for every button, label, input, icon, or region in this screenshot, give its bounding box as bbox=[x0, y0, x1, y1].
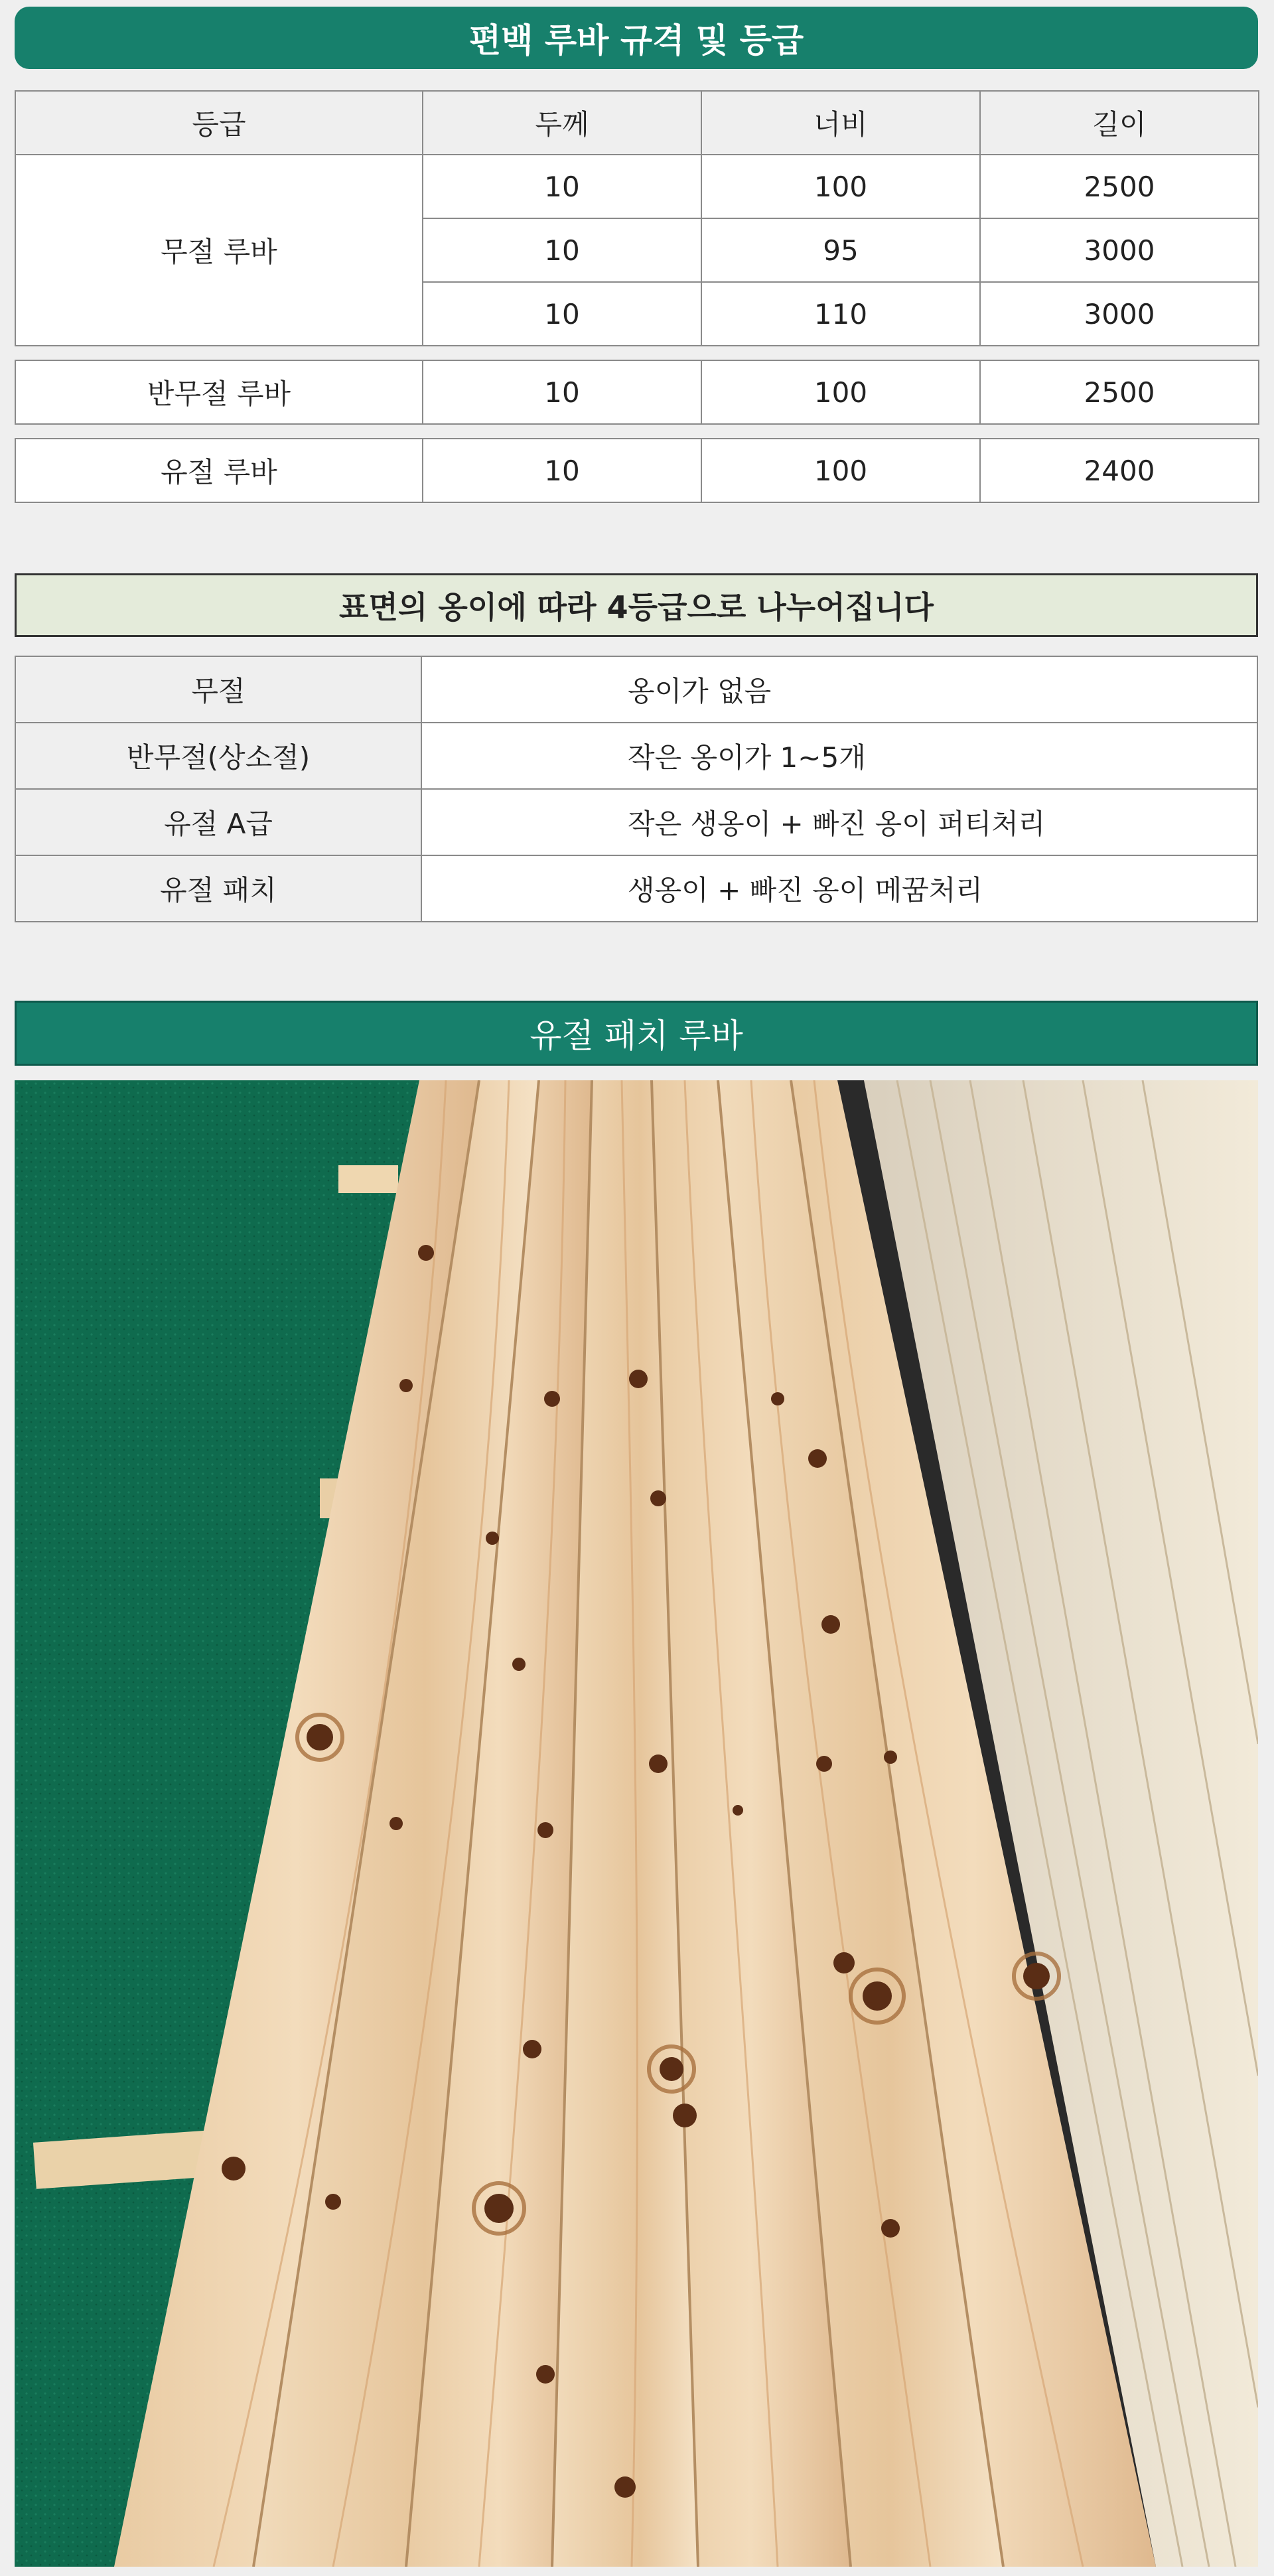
table-row bbox=[15, 439, 1259, 502]
thickness-cell: 10 bbox=[423, 155, 701, 218]
boards-illustration bbox=[15, 1080, 1258, 2567]
spec-section-title: 편백 루바 규격 및 등급 bbox=[15, 7, 1258, 69]
grade-desc: 작은 옹이가 1~5개 bbox=[421, 723, 1257, 789]
thickness-cell: 10 bbox=[423, 439, 701, 502]
grade-cell: 반무절 루바 bbox=[15, 360, 423, 424]
width-cell: 100 bbox=[701, 155, 980, 218]
thickness-cell: 10 bbox=[423, 282, 701, 346]
grade-name: 반무절(상소절) bbox=[15, 723, 421, 789]
spec-table bbox=[15, 90, 1259, 346]
table-row bbox=[15, 855, 1257, 922]
spec-table-header bbox=[15, 91, 1259, 155]
thickness-cell: 10 bbox=[423, 218, 701, 282]
spec-table-knotty bbox=[15, 438, 1259, 503]
thickness-cell: 10 bbox=[423, 360, 701, 424]
grade-cell: 무절 루바 bbox=[15, 155, 423, 346]
table-row bbox=[15, 360, 1259, 424]
table-row bbox=[15, 155, 1259, 218]
grade-cell: 유절 루바 bbox=[15, 439, 423, 502]
header-length: 길이 bbox=[980, 91, 1259, 155]
width-cell: 110 bbox=[701, 282, 980, 346]
knotty-cypress-boards-photo bbox=[15, 1080, 1258, 2567]
spec-table-semi-knotfree bbox=[15, 360, 1259, 425]
length-cell: 3000 bbox=[980, 218, 1259, 282]
grade-desc: 생옹이 + 빠진 옹이 메꿈처리 bbox=[421, 855, 1257, 922]
photo-section-title: 유절 패치 루바 bbox=[15, 1001, 1258, 1066]
width-cell: 100 bbox=[701, 360, 980, 424]
table-row bbox=[15, 723, 1257, 789]
grade-desc: 옹이가 없음 bbox=[421, 656, 1257, 723]
header-thickness: 두께 bbox=[423, 91, 701, 155]
width-cell: 95 bbox=[701, 218, 980, 282]
length-cell: 2500 bbox=[980, 360, 1259, 424]
length-cell: 2500 bbox=[980, 155, 1259, 218]
grade-section-title: 표면의 옹이에 따라 4등급으로 나누어집니다 bbox=[15, 573, 1258, 637]
grade-name: 유절 A급 bbox=[15, 789, 421, 855]
grade-name: 무절 bbox=[15, 656, 421, 723]
grade-table bbox=[15, 656, 1258, 922]
grade-name: 유절 패치 bbox=[15, 855, 421, 922]
width-cell: 100 bbox=[701, 439, 980, 502]
header-width: 너비 bbox=[701, 91, 980, 155]
length-cell: 2400 bbox=[980, 439, 1259, 502]
header-grade: 등급 bbox=[15, 91, 423, 155]
table-row bbox=[15, 789, 1257, 855]
grade-desc: 작은 생옹이 + 빠진 옹이 퍼티처리 bbox=[421, 789, 1257, 855]
length-cell: 3000 bbox=[980, 282, 1259, 346]
table-row bbox=[15, 656, 1257, 723]
